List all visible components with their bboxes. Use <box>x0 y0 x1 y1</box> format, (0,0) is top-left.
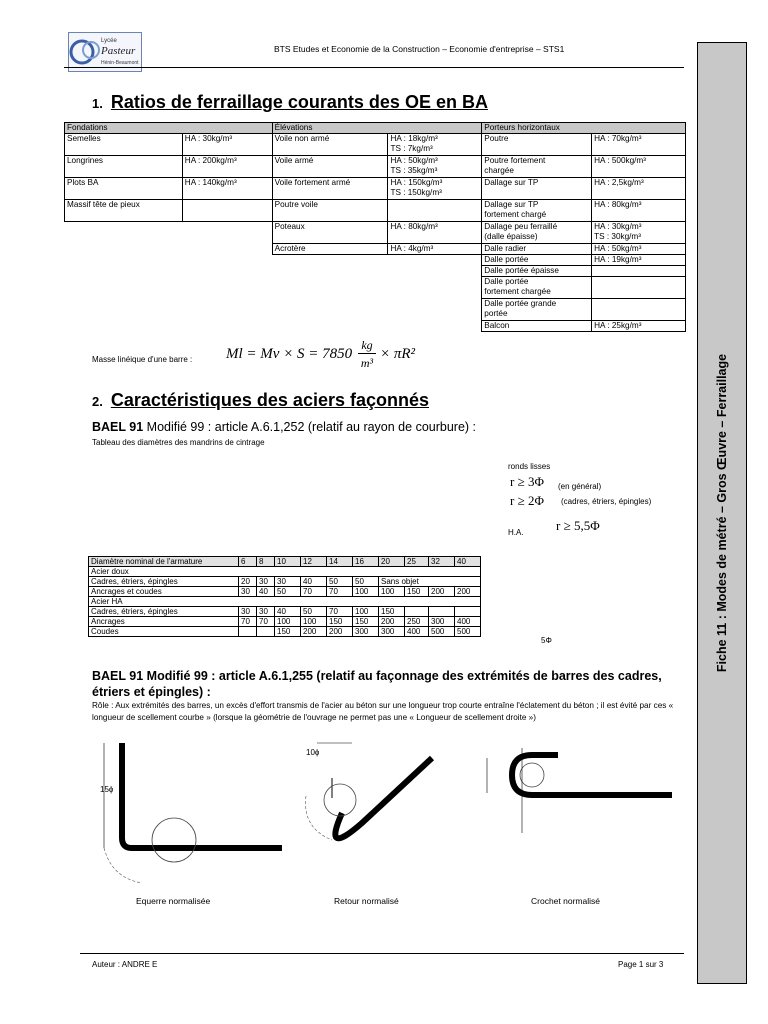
porteur-name1: Poutre <box>484 134 509 143</box>
fig2-caption: Retour normalisé <box>334 896 399 906</box>
empty-cell <box>182 222 272 244</box>
elevation-name: Voile armé <box>272 156 388 178</box>
empty-cell <box>65 222 183 244</box>
header-title: BTS Etudes et Economie de la Construction – Economie d'entreprise – STS1 <box>274 44 565 54</box>
porteur-ratio: HA : 25kg/m³ <box>592 321 686 332</box>
mandrin-cell: 150 <box>405 587 429 597</box>
logo-line2: Pasteur <box>101 45 136 57</box>
retour-figure <box>306 743 432 840</box>
group-header-porteurs: Porteurs horizontaux <box>482 123 686 134</box>
elevation-name: Acrotère <box>272 244 388 255</box>
bael2-rest: Modifié 99 : article A.6.1,255 (relatif au façonnage des extrémités de barres des cadres, étriers et épingles) : <box>92 669 662 699</box>
mandrin-cell: 70 <box>257 617 275 627</box>
fondation-ratio <box>182 200 272 222</box>
porteur-ratio: HA : 80kg/m³ <box>592 200 686 222</box>
mandrin-cell <box>257 627 275 637</box>
section2-number: 2. <box>92 394 103 409</box>
r3-formula: r ≥ 5,5Φ <box>556 518 600 533</box>
porteur-name: Balcon <box>482 321 592 332</box>
elevation-ratio <box>388 134 482 156</box>
porteur-name <box>482 222 592 244</box>
mandrin-cell: 70 <box>327 607 353 617</box>
porteur-name1: Dalle portée <box>484 277 529 286</box>
mandrin-cell: 300 <box>429 617 455 627</box>
elevation-ratio1: HA : 18kg/m³ <box>390 134 438 143</box>
masse-formula-right: × πR² <box>380 346 416 362</box>
elevation-ratio: HA : 4kg/m³ <box>388 244 482 255</box>
porteur-name <box>482 156 592 178</box>
mandrin-cell: 30 <box>257 577 275 587</box>
mandrin-row-label: Ancrages et coudes <box>89 587 239 597</box>
mandrin-cell: 30 <box>239 587 257 597</box>
mandrin-cell: 30 <box>239 607 257 617</box>
section1-heading <box>92 92 488 113</box>
mandrin-cell: 200 <box>455 587 481 597</box>
fondation-name: Plots BA <box>65 178 183 200</box>
mandrin-cell: 30 <box>257 607 275 617</box>
mandrin-row-label: Cadres, étriers, épingles <box>89 607 239 617</box>
mandrin-cell: Sans objet <box>379 577 481 587</box>
mandrin-cell: 50 <box>327 577 353 587</box>
porteur-name: Dallage sur TP <box>482 178 592 200</box>
elevation-ratio: HA : 80kg/m³ <box>388 222 482 244</box>
porteur-ratio: HA : 500kg/m³ <box>592 156 686 178</box>
empty-cell <box>182 244 272 255</box>
mandrin-group-row: Acier HA <box>89 597 481 607</box>
masse-numerator: kg <box>358 338 376 354</box>
diameter-cell: 12 <box>301 557 327 567</box>
mandrin-cell: 70 <box>239 617 257 627</box>
mandrin-cell: 250 <box>405 617 429 627</box>
porteur-name <box>482 299 592 321</box>
mandrin-cell: 100 <box>301 617 327 627</box>
mandrin-cell: 200 <box>429 587 455 597</box>
mandrin-cell: 40 <box>275 607 301 617</box>
fondation-name: Semelles <box>65 134 183 156</box>
fondation-ratio: HA : 30kg/m³ <box>182 134 272 156</box>
diameter-cell: 10 <box>275 557 301 567</box>
empty-cell <box>65 299 482 321</box>
diameter-cell: 32 <box>429 557 455 567</box>
porteur-name <box>482 200 592 222</box>
mandrin-row-label: Ancrages <box>89 617 239 627</box>
mandrin-cell: 40 <box>257 587 275 597</box>
mandrin-cell: 400 <box>405 627 429 637</box>
mandrin-group-row: Acier doux <box>89 567 481 577</box>
ratio-table <box>64 122 686 332</box>
masse-label: Masse linéique d'une barre : <box>92 355 193 364</box>
mandrin-cell: 20 <box>239 577 257 587</box>
mandrin-cell: 500 <box>455 627 481 637</box>
elevation-ratio2: TS : 35kg/m³ <box>390 166 438 175</box>
porteur-name <box>482 277 592 299</box>
empty-cell <box>65 255 482 266</box>
mandrin-cell: 30 <box>275 577 301 587</box>
equerre-figure <box>104 743 282 883</box>
mandrin-cell: 300 <box>353 627 379 637</box>
mandrin-table <box>88 556 481 637</box>
section2-title: Caractéristiques des aciers façonnés <box>110 390 429 410</box>
empty-cell <box>65 244 183 255</box>
ha-label: H.A. <box>508 528 524 537</box>
elevation-ratio2: TS : 7kg/m³ <box>390 144 433 153</box>
porteur-ratio: HA : 50kg/m³ <box>592 244 686 255</box>
section1-title: Ratios de ferraillage courants des OE en BA <box>110 92 488 112</box>
elevation-name: Poutre voile <box>272 200 388 222</box>
porteur-ratio2: TS : 30kg/m³ <box>594 232 641 241</box>
tableau-caption: Tableau des diamètres des mandrins de cintrage <box>92 438 265 447</box>
diameter-cell: 14 <box>327 557 353 567</box>
mandrin-cell: 50 <box>301 607 327 617</box>
footer-rule <box>80 953 684 954</box>
bael-heading-1 <box>92 420 476 434</box>
fondation-name: Longrines <box>65 156 183 178</box>
mandrin-cell <box>455 607 481 617</box>
r1-note: (en général) <box>558 482 602 491</box>
mandrin-cell: 50 <box>275 587 301 597</box>
diameter-cell: 6 <box>239 557 257 567</box>
porteur-ratio1: HA : 30kg/m³ <box>594 222 642 231</box>
ronds-lisses-label: ronds lisses <box>508 462 551 471</box>
mandrin-cell: 150 <box>353 617 379 627</box>
elevation-ratio <box>388 200 482 222</box>
logo-line1: Lycée <box>101 38 117 44</box>
elevation-ratio1: HA : 50kg/m³ <box>390 156 438 165</box>
porteur-ratio: HA : 70kg/m³ <box>592 134 686 156</box>
porteur-ratio: HA : 2,5kg/m³ <box>592 178 686 200</box>
porteur-name: Dalle radier <box>482 244 592 255</box>
bael-heading-2 <box>92 668 672 700</box>
porteur-name: Dalle portée <box>482 255 592 266</box>
elevation-name: Voile fortement armé <box>272 178 388 200</box>
mandrin-cell: 150 <box>379 607 405 617</box>
mandrin-cell: 50 <box>353 577 379 587</box>
diameter-cell: 20 <box>379 557 405 567</box>
porteur-name2: chargée <box>484 166 514 175</box>
mandrin-cell: 150 <box>275 627 301 637</box>
section1-number: 1. <box>92 96 103 111</box>
mandrin-cell: 200 <box>327 627 353 637</box>
porteur-ratio <box>592 299 686 321</box>
porteur-name1: Poutre fortement <box>484 156 546 165</box>
elevation-name: Poteaux <box>272 222 388 244</box>
mandrin-row-label: Coudes <box>89 627 239 637</box>
mandrin-cell: 100 <box>379 587 405 597</box>
porteur-name2: fortement chargée <box>484 287 551 296</box>
elevation-ratio1: HA : 150kg/m³ <box>390 178 443 187</box>
mandrin-cell: 400 <box>455 617 481 627</box>
diameter-cell: 16 <box>353 557 379 567</box>
mandrin-cell: 200 <box>379 617 405 627</box>
mandrin-cell <box>405 607 429 617</box>
bael2-bold: BAEL 91 <box>92 669 144 683</box>
elevation-ratio <box>388 156 482 178</box>
fig3-caption: Crochet normalisé <box>531 896 600 906</box>
sidebar-label: Fiche 11 : Modes de métré – Gros Œuvre – Ferraillage <box>715 353 729 673</box>
group-header-fondations: Fondations <box>65 123 273 134</box>
masse-formula-left: Ml = Mv × S = 7850 <box>226 346 353 362</box>
header-rule <box>64 67 684 68</box>
mandrin-cell <box>239 627 257 637</box>
porteur-name2: fortement chargé <box>484 210 547 219</box>
porteur-name1: Dalle portée grande <box>484 299 557 308</box>
porteur-ratio: HA : 19kg/m³ <box>592 255 686 266</box>
diameter-cell: 8 <box>257 557 275 567</box>
mandrin-cell: 200 <box>301 627 327 637</box>
mandrin-cell: 100 <box>275 617 301 627</box>
footer-page: Page 1 sur 3 <box>618 960 664 969</box>
r2-note: (cadres, étriers, épingles) <box>561 497 652 506</box>
porteur-name2: portée <box>484 309 508 318</box>
porteur-name1: Dallage peu ferraillé <box>484 222 558 231</box>
footer-author: Auteur : ANDRE E <box>92 960 158 969</box>
fondation-ratio: HA : 200kg/m³ <box>182 156 272 178</box>
elevation-ratio <box>388 178 482 200</box>
r1-formula: r ≥ 3Φ <box>510 474 544 489</box>
fig2-label: 10ϕ <box>306 748 320 757</box>
porteur-ratio <box>592 277 686 299</box>
mandrin-cell: 100 <box>353 587 379 597</box>
bend-figures <box>92 738 692 888</box>
fig1-label: 15ϕ <box>100 785 114 794</box>
mandrin-cell: 40 <box>301 577 327 587</box>
mandrin-cell: 500 <box>429 627 455 637</box>
mandrin-header-label: Diamètre nominal de l'armature <box>89 557 239 567</box>
mandrin-row-label: Cadres, étriers, épingles <box>89 577 239 587</box>
bael1-bold: BAEL 91 <box>92 420 144 434</box>
bael1-rest: Modifié 99 : article A.6.1,252 (relatif au rayon de courbure) : <box>143 420 477 434</box>
fig1-caption: Equerre normalisée <box>136 896 211 906</box>
porteur-name2: (dalle épaisse) <box>484 232 538 241</box>
mandrin-cell: 70 <box>327 587 353 597</box>
school-logo <box>68 32 142 72</box>
masse-denominator: m³ <box>360 356 374 370</box>
empty-cell <box>65 277 482 299</box>
porteur-name: Dalle portée épaisse <box>482 266 592 277</box>
fondation-ratio: HA : 140kg/m³ <box>182 178 272 200</box>
mandrin-cell: 70 <box>301 587 327 597</box>
group-header-elevations: Élévations <box>272 123 482 134</box>
five-phi-label: 5Φ <box>541 636 552 645</box>
diameter-cell: 25 <box>405 557 429 567</box>
sidebar-band <box>697 42 747 984</box>
mandrin-cell <box>429 607 455 617</box>
mandrin-cell: 300 <box>379 627 405 637</box>
elevation-ratio2: TS : 150kg/m³ <box>390 188 442 197</box>
mandrin-cell: 150 <box>327 617 353 627</box>
porteur-name <box>482 134 592 156</box>
empty-cell <box>65 266 482 277</box>
role-paragraph: Rôle : Aux extrémités des barres, un excès d'effort transmis de l'acier au béton sur une longueur trop courte entraîne l'éclatement du béton ; il est évité par ces « longueur de scellement courbe » (lorsque la géométrie de l'ouvrage ne permet pas une « Longueur de scellement droite ») <box>92 701 674 722</box>
logo-line3: Hénin-Beaumont <box>101 60 139 66</box>
porteur-ratio <box>592 222 686 244</box>
porteur-name1: Dallage sur TP <box>484 200 539 209</box>
porteur-ratio <box>592 266 686 277</box>
diameter-cell: 40 <box>455 557 481 567</box>
elevation-name: Voile non armé <box>272 134 388 156</box>
mandrin-cell: 100 <box>353 607 379 617</box>
section2-heading <box>92 390 429 411</box>
r2-formula: r ≥ 2Φ <box>510 493 544 508</box>
crochet-figure <box>487 748 672 833</box>
empty-cell <box>65 321 482 332</box>
fondation-name: Massif tête de pieux <box>65 200 183 222</box>
